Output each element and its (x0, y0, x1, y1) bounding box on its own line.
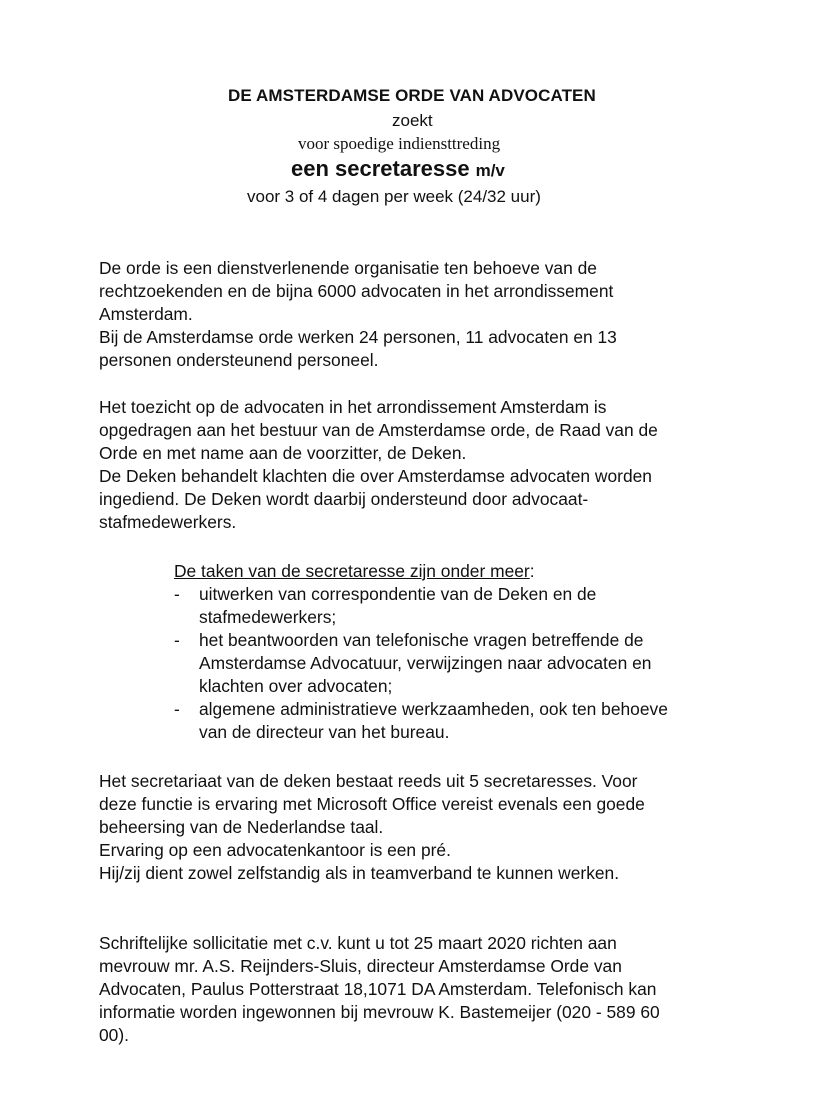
paragraph-line: beheersing van de Nederlandse taal. (99, 817, 384, 837)
paragraph-line: mevrouw mr. A.S. Reijnders-Sluis, directeur Amsterdamse Orde van (99, 956, 622, 976)
intro-paragraph (99, 257, 739, 372)
task-line: klachten over advocaten; (199, 676, 393, 696)
paragraph-line: De orde is een dienstverlenende organisatie ten behoeve van de (99, 258, 597, 278)
tasks-heading-text: De taken van de secretaresse zijn onder meer (174, 561, 530, 581)
tasks-heading-colon: : (529, 561, 535, 581)
task-item (174, 698, 734, 744)
paragraph-line: Het secretariaat van de deken bestaat reeds uit 5 secretaresses. Voor (99, 771, 638, 791)
paragraph-line: Orde en met name aan de voorzitter, de Deken. (99, 443, 467, 463)
task-line: uitwerken van correspondentie van de Deken en de (199, 584, 597, 604)
job-title-text: een secretaresse (291, 156, 470, 181)
paragraph-line: Advocaten, Paulus Potterstraat 18,1071 DA Amsterdam. Telefonisch kan (99, 979, 657, 999)
gender-label: m/v (475, 161, 505, 180)
bullet-dash: - (174, 630, 180, 650)
paragraph-line: Hij/zij dient zowel zelfstandig als in teamverband te kunnen werken. (99, 863, 620, 883)
bullet-dash: - (174, 584, 180, 604)
paragraph-line: Het toezicht op de advocaten in het arrondissement Amsterdam is (99, 397, 607, 417)
paragraph-line: Ervaring op een advocatenkantoor is een pré. (99, 840, 451, 860)
tasks-section (174, 560, 734, 744)
task-line: het beantwoorden van telefonische vragen betreffende de (199, 630, 644, 650)
paragraph-line: informatie worden ingewonnen bij mevrouw K. Bastemeijer (020 - 589 60 (99, 1002, 660, 1022)
paragraph-line: opgedragen aan het bestuur van de Amsterdamse orde, de Raad van de (99, 420, 658, 440)
paragraph-line: Amsterdam. (99, 304, 193, 324)
task-line: Amsterdamse Advocatuur, verwijzingen naar advocaten en (199, 653, 652, 673)
organization-name: DE AMSTERDAMSE ORDE VAN ADVOCATEN (228, 86, 596, 105)
task-line: algemene administratieve werkzaamheden, ook ten behoeve (199, 699, 668, 719)
paragraph-line: Bij de Amsterdamse orde werken 24 personen, 11 advocaten en 13 (99, 327, 617, 347)
paragraph-line: rechtzoekenden en de bijna 6000 advocaten in het arrondissement (99, 281, 614, 301)
supervision-paragraph (99, 396, 739, 534)
task-item (174, 583, 734, 629)
tasks-heading (174, 560, 734, 583)
application-paragraph (99, 932, 739, 1047)
paragraph-line: 00). (99, 1025, 129, 1045)
paragraph-line: De Deken behandelt klachten die over Amsterdamse advocaten worden (99, 466, 652, 486)
seeks-text: zoekt (392, 111, 433, 130)
start-date-text: voor spoedige indiensttreding (298, 134, 501, 153)
requirements-paragraph (99, 770, 739, 885)
task-line: stafmedewerkers; (199, 607, 337, 627)
paragraph-line: Schriftelijke sollicitatie met c.v. kunt u tot 25 maart 2020 richten aan (99, 933, 617, 953)
paragraph-line: ingediend. De Deken wordt daarbij ondersteund door advocaat- (99, 489, 589, 509)
hours-text: voor 3 of 4 dagen per week (24/32 uur) (247, 187, 541, 206)
paragraph-line: stafmedewerkers. (99, 512, 237, 532)
bullet-dash: - (174, 699, 180, 719)
task-line: van de directeur van het bureau. (199, 722, 450, 742)
task-item (174, 629, 734, 698)
paragraph-line: deze functie is ervaring met Microsoft Office vereist evenals een goede (99, 794, 645, 814)
job-title (291, 156, 505, 182)
paragraph-line: personen ondersteunend personeel. (99, 350, 379, 370)
